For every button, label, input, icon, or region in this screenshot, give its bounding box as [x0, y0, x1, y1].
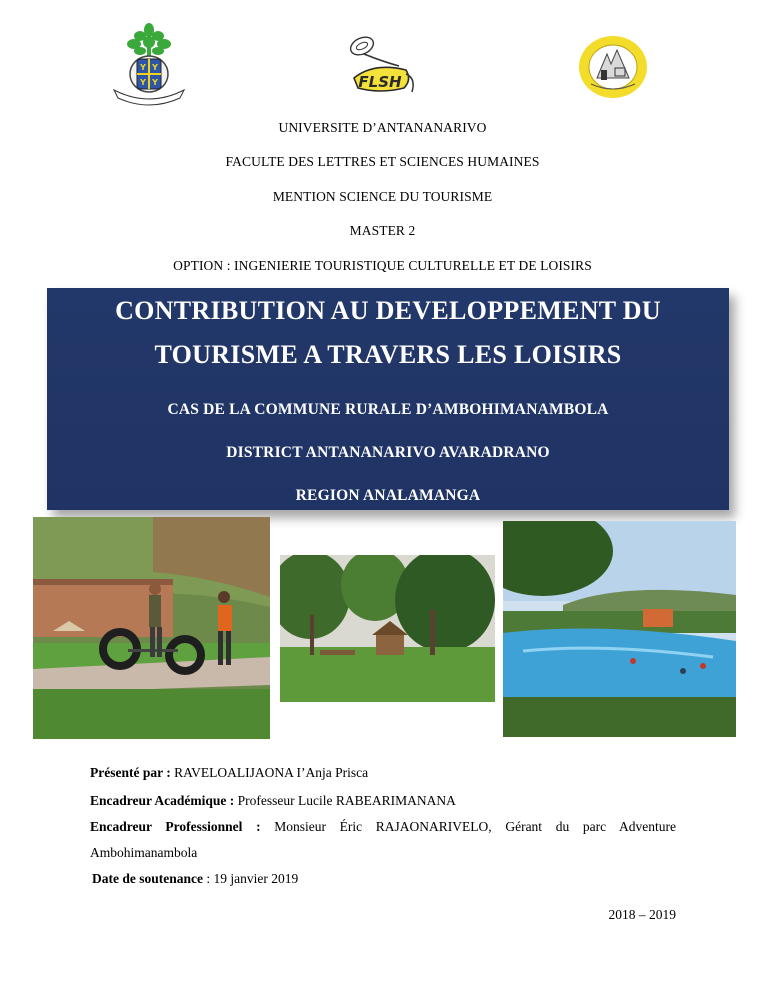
tourism-mention-logo: [577, 34, 649, 100]
university-crest-logo: [110, 20, 188, 106]
flsh-logo-text: FLSH: [358, 73, 402, 91]
presented-label: Présenté par :: [90, 765, 171, 780]
presented-value: RAVELOALIJAONA I’Anja Prisca: [170, 765, 369, 780]
svg-text:Y: Y: [140, 78, 146, 87]
svg-text:Y: Y: [152, 63, 158, 72]
tire-activity-photo: [33, 517, 270, 739]
subtitle-commune: CAS DE LA COMMUNE RURALE D’AMBOHIMANAMBOLA: [167, 401, 609, 418]
title-line-2: TOURISME A TRAVERS LES LOISIRS: [154, 340, 622, 369]
title-box: [47, 288, 729, 510]
svg-text:Y: Y: [152, 78, 158, 87]
professional-label: Encadreur Professionnel :: [90, 819, 261, 834]
level-name: MASTER 2: [349, 223, 416, 238]
professional-value: Monsieur Éric RAJAONARIVELO, Gérant du parc Adventure: [274, 819, 677, 834]
university-name: UNIVERSITE D’ANTANANARIVO: [278, 120, 487, 135]
academic-year: 2018 – 2019: [608, 907, 676, 922]
defense-date: [92, 870, 678, 888]
flsh-logo: [344, 32, 418, 100]
faculty-name: FACULTE DES LETTRES ET SCIENCES HUMAINES: [225, 154, 540, 169]
defense-label: Date de soutenance: [92, 871, 203, 886]
option-name: OPTION : INGENIERIE TOURISTIQUE CULTURELLE ET DE LOISIRS: [173, 258, 592, 273]
svg-text:Y: Y: [140, 63, 146, 72]
subtitle-district: DISTRICT ANTANANARIVO AVARADRANO: [226, 444, 550, 461]
park-cabin-photo: [280, 555, 495, 702]
presented-by: [90, 764, 676, 782]
mention-name: MENTION SCIENCE DU TOURISME: [272, 189, 493, 204]
academic-value: Professeur Lucile RABEARIMANANA: [234, 793, 456, 808]
academic-supervisor: [90, 792, 676, 810]
academic-label: Encadreur Académique :: [90, 793, 235, 808]
subtitle-region: REGION ANALAMANGA: [295, 487, 481, 504]
professional-supervisor-cont: Ambohimanambola: [90, 845, 198, 860]
defense-value: : 19 janvier 2019: [203, 871, 299, 886]
swimming-pool-photo: [503, 521, 736, 737]
professional-supervisor: [90, 818, 676, 836]
title-line-1: CONTRIBUTION AU DEVELOPPEMENT DU: [115, 296, 661, 325]
